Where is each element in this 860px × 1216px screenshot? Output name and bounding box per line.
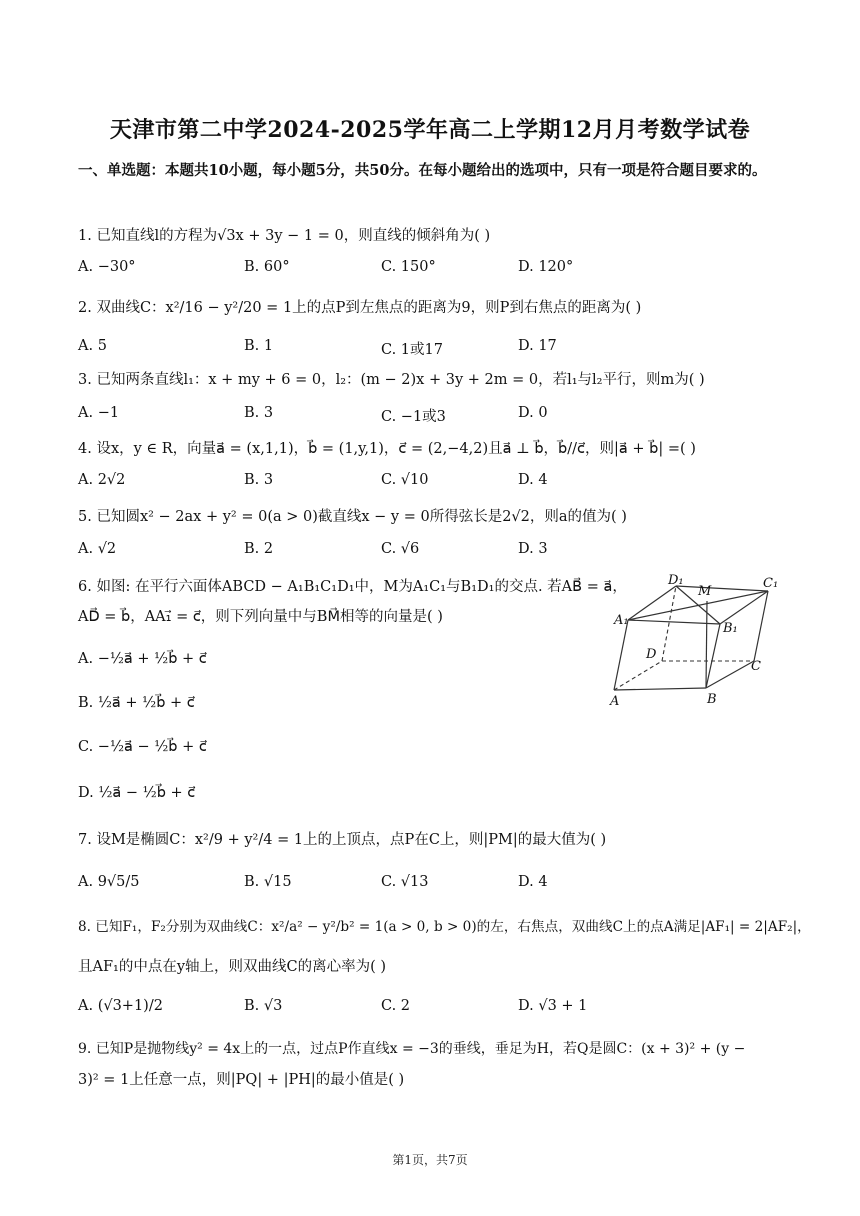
edge-a1-a [614, 620, 628, 690]
option-b: B. 1 [244, 338, 274, 354]
edge-d1-c1 [676, 586, 768, 591]
question-3-options [78, 405, 778, 427]
hidden-edge-a-d [614, 661, 662, 690]
parallelepiped-figure [608, 574, 788, 710]
edge-b-c [706, 661, 754, 688]
option-a: A. −1 [78, 405, 120, 421]
section-heading: 一、单选题：本题共10小题，每小题5分，共50分。在每小题给出的选项中，只有一项是符合题目要求的。 [78, 162, 767, 179]
hidden-edge-d-d1 [662, 586, 676, 661]
question-6-option-a: A. −½a⃗ + ½b⃗ + c⃗ [78, 651, 207, 667]
option-b: B. √3 [244, 998, 283, 1014]
option-a: A. −30° [78, 259, 136, 275]
label-d: D [646, 647, 657, 662]
option-d: D. 0 [518, 405, 548, 421]
option-d: D. 17 [518, 338, 557, 354]
page-footer: 第1页，共7页 [392, 1153, 468, 1167]
question-8-options [78, 998, 778, 1020]
question-9-stem-line1: 9. 已知P是抛物线y² = 4x上的一点，过点P作直线x = −3的垂线，垂足为H，若Q是圆C：(x + 3)² + (y − [78, 1041, 746, 1057]
label-c1: C₁ [763, 576, 779, 591]
label-c: C [751, 659, 761, 674]
question-5-options [78, 541, 778, 563]
edge-b1-b [706, 624, 720, 688]
label-b: B [707, 692, 717, 707]
question-6-stem-line2: AD⃗ = b⃗，AA₁⃗ = c⃗，则下列向量中与BM⃗相等的向量是( ) [78, 609, 443, 625]
question-1-options [78, 259, 778, 281]
label-a: A [610, 694, 620, 709]
option-a: A. √2 [78, 541, 117, 557]
question-3-stem: 3. 已知两条直线l₁：x + my + 6 = 0，l₂：(m − 2)x + 3y + 2m = 0，若l₁与l₂平行，则m为( ) [78, 372, 705, 388]
option-c: C. −1或3 [381, 409, 446, 425]
option-b: B. 2 [244, 541, 274, 557]
question-7-options [78, 874, 778, 896]
option-d: D. √3 + 1 [518, 998, 588, 1014]
option-d: D. 4 [518, 472, 548, 488]
question-4-options [78, 472, 778, 494]
question-6-option-b: B. ½a⃗ + ½b⃗ + c⃗ [78, 695, 195, 711]
option-c: C. 150° [381, 259, 436, 275]
question-8-stem-line2: 且AF₁的中点在y轴上，则双曲线C的离心率为( ) [78, 959, 387, 975]
question-6-option-c: C. −½a⃗ − ½b⃗ + c⃗ [78, 739, 207, 755]
option-b: B. 3 [244, 472, 274, 488]
label-d1: D₁ [668, 574, 684, 588]
label-m: M [698, 584, 712, 599]
option-a: A. 5 [78, 338, 107, 354]
option-b: B. 3 [244, 405, 274, 421]
question-2-stem: 2. 双曲线C：x²/16 − y²/20 = 1上的点P到左焦点的距离为9，则P到右焦点的距离为( ) [78, 300, 642, 316]
option-c: C. √6 [381, 541, 420, 557]
option-d: D. 3 [518, 541, 548, 557]
option-c: C. 2 [381, 998, 411, 1014]
option-c: C. √10 [381, 472, 429, 488]
page-title: 天津市第二中学2024-2025学年高二上学期12月月考数学试卷 [109, 117, 751, 143]
label-a1: A₁ [614, 613, 629, 628]
option-a: A. 2√2 [78, 472, 126, 488]
option-a: A. 9√5/5 [78, 874, 140, 890]
segment-b-m [706, 601, 707, 688]
question-4-stem: 4. 设x，y ∈ R，向量a⃗ = (x,1,1)，b⃗ = (1,y,1)，c⃗ = (2,−4,2)且a⃗ ⊥ b⃗，b⃗//c⃗，则|a⃗ + b⃗| =( ) [78, 441, 696, 457]
label-b1: B₁ [723, 621, 738, 636]
question-7-stem: 7. 设M是椭圆C：x²/9 + y²/4 = 1上的上顶点，点P在C上，则|PM|的最大值为( ) [78, 832, 607, 848]
option-c: C. 1或17 [381, 342, 443, 358]
question-5-stem: 5. 已知圆x² − 2ax + y² = 0(a > 0)截直线x − y = 0所得弦长是2√2，则a的值为( ) [78, 509, 627, 525]
question-6-option-d: D. ½a⃗ − ½b⃗ + c⃗ [78, 785, 196, 801]
option-d: D. 120° [518, 259, 574, 275]
option-a: A. (√3+1)/2 [78, 998, 163, 1014]
option-d: D. 4 [518, 874, 548, 890]
question-2-options [78, 338, 778, 360]
edge-a-b [614, 688, 706, 690]
option-c: C. √13 [381, 874, 429, 890]
option-b: B. √15 [244, 874, 292, 890]
edge-c1-c [754, 591, 768, 661]
question-8-stem-line1: 8. 已知F₁，F₂分别为双曲线C：x²/a² − y²/b² = 1(a > 0, b > 0)的左，右焦点，双曲线C上的点A满足|AF₁| = 2|AF₂|， [78, 919, 811, 935]
question-6-stem-line1: 6. 如图: 在平行六面体ABCD − A₁B₁C₁D₁中，M为A₁C₁与B₁D₁的交点. 若AB⃗ = a⃗， [78, 579, 627, 595]
question-9-stem-line2: 3)² = 1上任意一点，则|PQ| + |PH|的最小值是( ) [78, 1072, 405, 1088]
option-b: B. 60° [244, 259, 290, 275]
question-1-stem: 1. 已知直线l的方程为√3x + 3y − 1 = 0，则直线的倾斜角为( ) [78, 228, 491, 244]
